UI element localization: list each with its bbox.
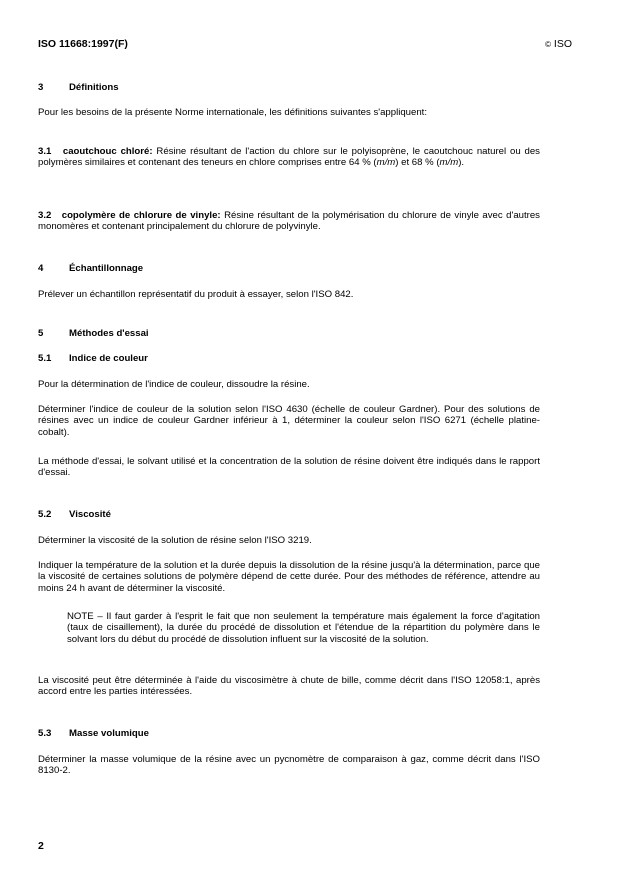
section-5-2-para-1: Déterminer la viscosité de la solution de résine selon l'ISO 3219.: [38, 535, 312, 546]
document-id: ISO 11668:1997(F): [38, 38, 128, 50]
copyright-org: ISO: [553, 38, 572, 50]
definition-3-1-term: caoutchouc chloré:: [62, 146, 153, 157]
section-3-heading: 3 Définitions: [38, 82, 119, 93]
section-5-3-para-1: Déterminer la masse volumique de la résine avec un pycnomètre de comparaison à gaz, comme décrit dans l'ISO 8130-2.: [38, 754, 540, 777]
section-4-text: Prélever un échantillon représentatif du produit à essayer, selon l'ISO 842.: [38, 289, 354, 300]
section-5-2-note: NOTE – Il faut garder à l'esprit le fait que non seulement la température mais également la force d'agitation (taux de cisaillement), la durée du procédé de dissolution et l'étendue de la répartition du polymère dans le solvant lors du début du procédé de dissolution influent sur la viscosité de la solution.: [67, 611, 540, 645]
section-5-heading: 5 Méthodes d'essai: [38, 328, 149, 339]
section-5-2-heading: 5.2 Viscosité: [38, 509, 111, 520]
definition-3-2: 3.2 copolymère de chlorure de vinyle: Résine résultant de la polymérisation du chlorure de vinyle avec d'autres monomères et contenant principalement du chlorure de polyvinyle.: [38, 210, 540, 233]
section-5-1-heading: 5.1 Indice de couleur: [38, 353, 148, 364]
section-5-3-heading: 5.3 Masse volumique: [38, 728, 149, 739]
definition-3-1-number: 3.1: [38, 146, 52, 157]
page-number: 2: [38, 840, 44, 852]
copyright-symbol: ©: [545, 40, 551, 49]
section-4-heading: 4 Échantillonnage: [38, 263, 144, 274]
section-5-1-para-2: Déterminer l'indice de couleur de la solution selon l'ISO 4630 (échelle de couleur Gardner). Pour des solutions de résines avec un indice de couleur Gardner inférieur à 1, déterminer la couleur selon l'ISO 6271 (échelle platine-cobalt).: [38, 404, 540, 438]
section-5-1-para-3: La méthode d'essai, le solvant utilisé et la concentration de la solution de résine doivent être indiqués dans le rapport d'essai.: [38, 456, 540, 479]
copyright-notice: [545, 38, 572, 50]
definition-3-2-term: copolymère de chlorure de vinyle:: [61, 210, 221, 221]
definition-3-2-number: 3.2: [38, 210, 52, 221]
section-5-2-para-3: La viscosité peut être déterminée à l'aide du viscosimètre à chute de bille, comme décrit dans l'ISO 12058:1, après accord entre les parties intéressées.: [38, 675, 540, 698]
section-3-intro: Pour les besoins de la présente Norme internationale, les définitions suivantes s'appliquent:: [38, 107, 428, 118]
definition-3-1: 3.1 caoutchouc chloré: Résine résultant de l'action du chlore sur le polyisoprène, le caoutchouc naturel ou des polymères similaires et contenant des teneurs en chlore comprises entre 64 % (m/m) et 68 % (m/m).: [38, 146, 540, 169]
section-5-1-para-1: Pour la détermination de l'indice de couleur, dissoudre la résine.: [38, 379, 310, 390]
section-5-2-para-2: Indiquer la température de la solution et la durée depuis la dissolution de la résine jusqu'à la détermination, parce que la viscosité de certaines solutions de polymère dépend de cette durée. Pour des méthodes de référence, attendre au moins 24 h avant de déterminer la viscosité.: [38, 560, 540, 594]
